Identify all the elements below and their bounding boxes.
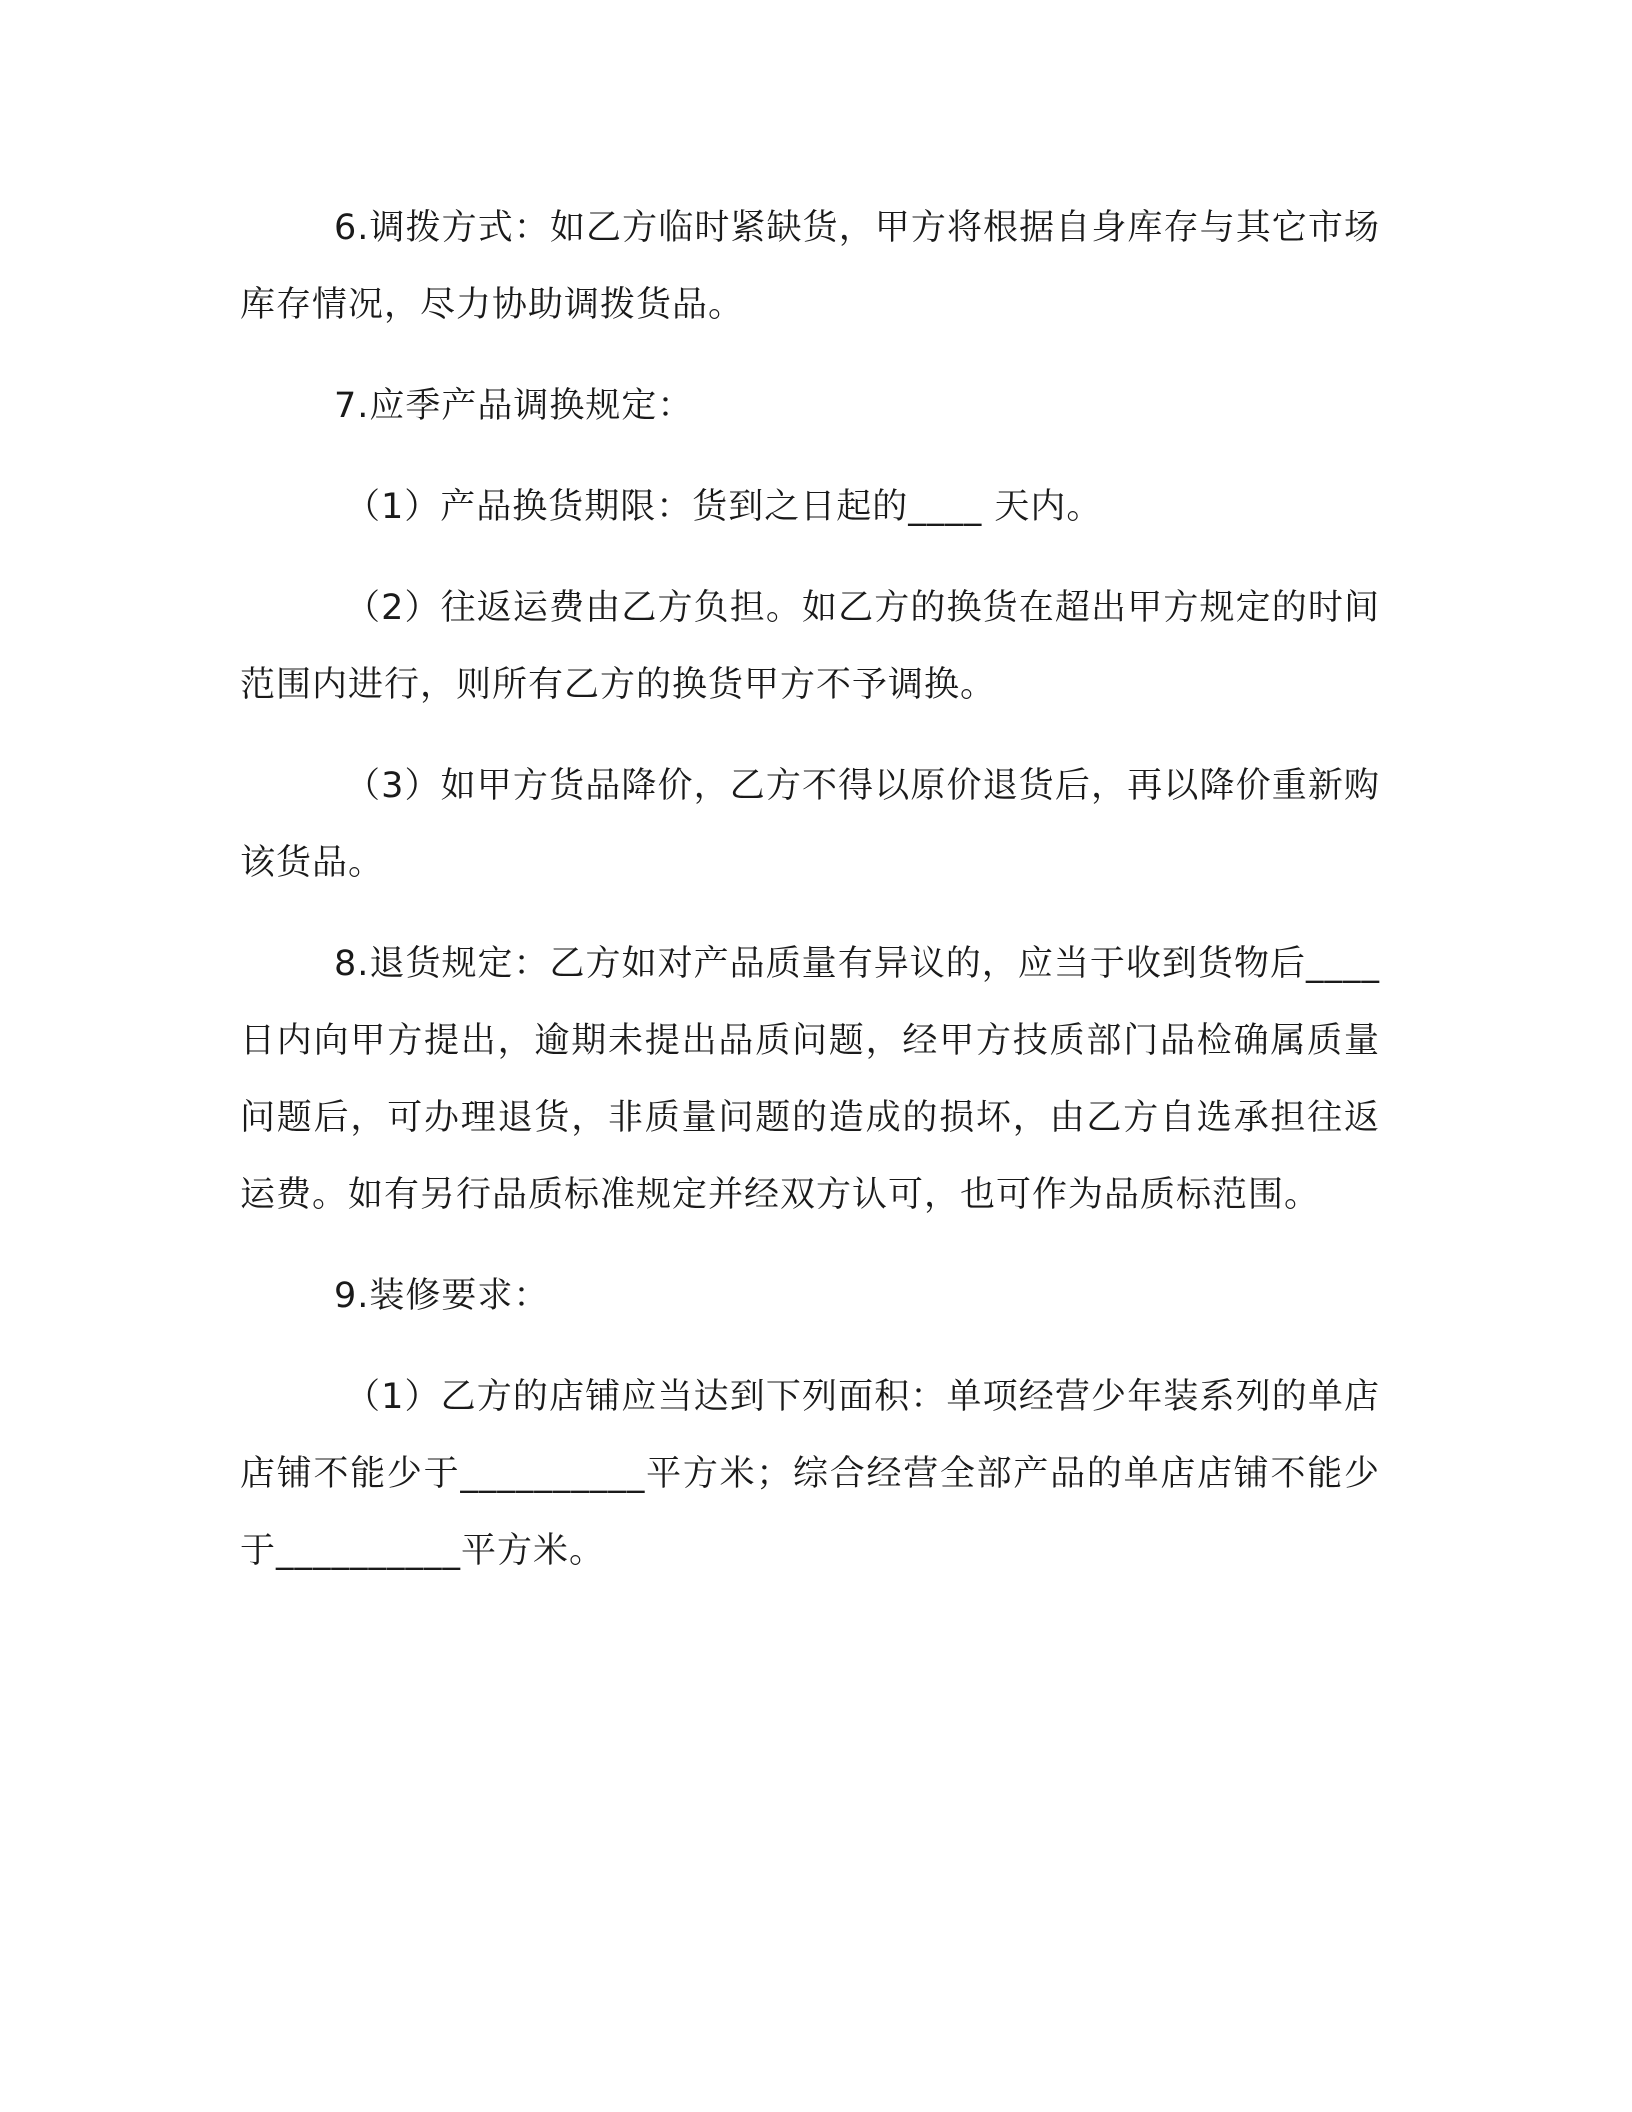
clause-9-item-1: （1）乙方的店铺应当达到下列面积：单项经营少年装系列的单店店铺不能少于__________平方米；综合经营全部产品的单店店铺不能少于__________平方米。 xyxy=(240,1377,1380,1571)
clause-7-item-2: （2）往返运费由乙方负担。如乙方的换货在超出甲方规定的时间范围内进行，则所有乙方的换货甲方不予调换。 xyxy=(240,588,1380,705)
clause-6-transfer-method: 6.调拨方式：如乙方临时紧缺货，甲方将根据自身库存与其它市场库存情况，尽力协助调拨货品。 xyxy=(240,208,1380,325)
clause-8-return-rules: 8.退货规定：乙方如对产品质量有异议的，应当于收到货物后____日内向甲方提出，逾期未提出品质问题，经甲方技质部门品检确属质量问题后，可办理退货，非质量问题的造成的损坏，由乙方自选承担往返运费。如有另行品质标准规定并经双方认可，也可作为品质标范围。 xyxy=(240,944,1380,1215)
clause-7-item-1: （1）产品换货期限：货到之日起的____ 天内。 xyxy=(345,487,1103,527)
clause-9-heading: 9.装修要求： xyxy=(334,1276,550,1316)
clause-7-heading: 7.应季产品调换规定： xyxy=(334,386,694,426)
clause-7-item-3: （3）如甲方货品降价，乙方不得以原价退货后，再以降价重新购该货品。 xyxy=(240,766,1380,883)
document-body xyxy=(240,190,1380,1614)
